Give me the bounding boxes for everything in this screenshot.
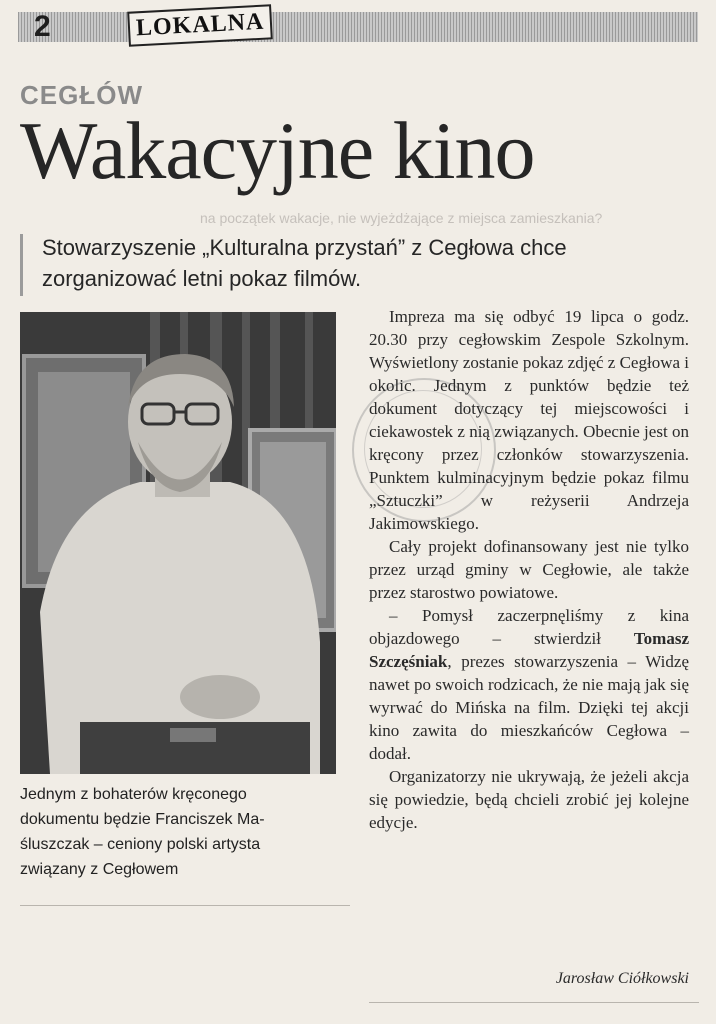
- lead-bar: [20, 234, 23, 296]
- body-paragraph-1: Impreza ma się odbyć 19 lipca o godz. 20.30 przy cegłowskim Zespole Szkolnym. Wyświetlony zostanie pokaz zdjęć z Cegłowa i okolic. Jednym z punktów będzie też dokument dotyczący tej miejscowości i ciekawostek z nią związanych. Obecnie jest on kręcony przez członków stowarzyszenia. Punktem kulminacyjnym będzie pokaz filmu „Sztuczki” w reżyserii Andrzeja Jakimowskiego.: [369, 307, 689, 533]
- body-paragraph-4: Organizatorzy nie ukrywają, że jeżeli akcja się powiedzie, będą chcieli zrobić jej kolejne edycje.: [369, 767, 689, 832]
- section-tag: LOKALNA: [127, 4, 273, 47]
- lead-paragraph: Stowarzyszenie „Kulturalna przystań” z Cegłowa chce zorganizować letni pokaz filmów.: [42, 235, 567, 291]
- photo-caption: Jednym z bohaterów kręconego dokumentu będzie Franciszek Ma-śluszczak – ceniony polski artysta związany z Cegłowem: [20, 786, 265, 878]
- body-paragraph-3: [369, 604, 689, 765]
- bleed-through-text: na początek wakacje, nie wyjeżdżające z miejsca zamieszkania?: [200, 210, 603, 226]
- bottom-divider: [369, 1002, 699, 1003]
- header-strip: [18, 12, 698, 42]
- photo-illustration: [20, 312, 336, 774]
- article-photo: [20, 312, 336, 774]
- quote-part-2: , prezes stowarzyszenia – Widzę nawet po swoich rodzicach, że nie mają jak się wyrwać do Mińska na film. Dzięki tej akcji kino zawita do mieszkańców Cegłowa – dodał.: [369, 652, 689, 763]
- page-number: 2: [34, 10, 51, 43]
- quoted-person-name: Tomasz Szczęśniak: [369, 629, 689, 671]
- article-body: [369, 305, 689, 834]
- quote-part-1: – Pomysł zaczerpnęliśmy z kina objazdowego – stwierdził: [369, 606, 689, 648]
- body-paragraph-2: Cały projekt dofinansowany jest nie tylko przez urząd gminy w Cegłowie, ale także przez starostwo powiatowe.: [369, 537, 689, 602]
- location-kicker: CEGŁÓW: [20, 80, 143, 110]
- caption-divider: [20, 905, 350, 906]
- author-byline: Jarosław Ciółkowski: [555, 970, 689, 987]
- headline: Wakacyjne kino: [20, 105, 535, 196]
